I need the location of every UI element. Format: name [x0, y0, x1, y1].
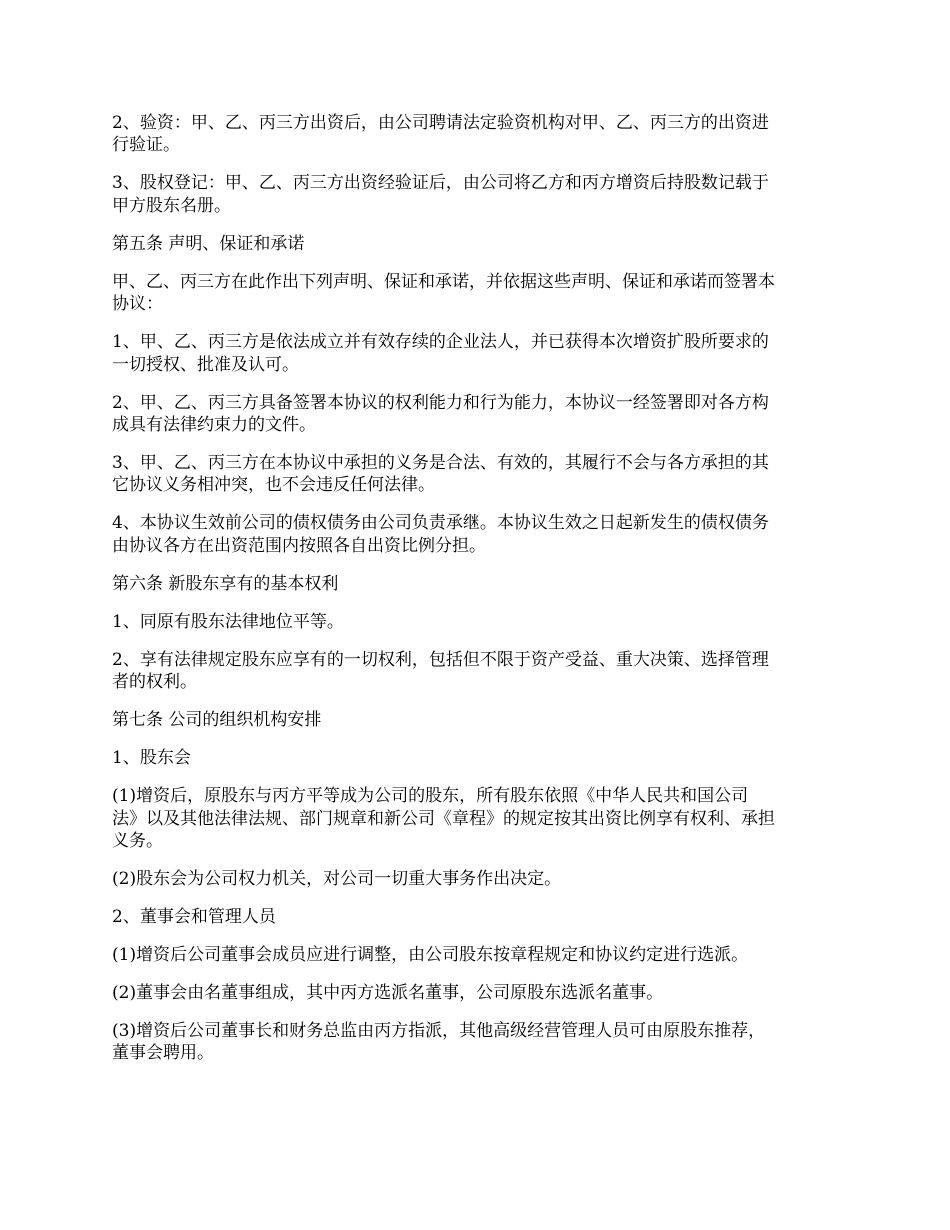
- article-7-heading: 第七条 公司的组织机构安排: [112, 710, 322, 731]
- article-6-heading: 第六条 新股东享有的基本权利: [112, 573, 339, 594]
- paragraph-board-3: (3)增资后公司董事长和财务总监由丙方指派，其他高级经营管理人员可由原股东推荐， 董事会聘用。: [112, 1021, 766, 1064]
- paragraph-representation-1: 1、甲、乙、丙三方是依法成立并有效存续的企业法人，并已获得本次增资扩股所要求的 一切授权、批准及认可。: [112, 332, 769, 375]
- section-shareholders-meeting: 1、股东会: [112, 748, 191, 769]
- paragraph-board-2: (2)董事会由名董事组成，其中丙方选派名董事，公司原股东选派名董事。: [112, 983, 664, 1004]
- paragraph-equity-registration: 3、股权登记：甲、乙、丙三方出资经验证后，由公司将乙方和丙方增资后持股数记载于 甲方股东名册。: [112, 173, 769, 216]
- paragraph-rights-2: 2、享有法律规定股东应享有的一切权利，包括但不限于资产受益、重大决策、选择管理 者的权利。: [112, 649, 769, 693]
- paragraph-shareholders-2: (2)股东会为公司权力机关，对公司一切重大事务作出决定。: [112, 869, 562, 890]
- article-5-heading: 第五条 声明、保证和承诺: [112, 233, 305, 254]
- paragraph-representation-3: 3、甲、乙、丙三方在本协议中承担的义务是合法、有效的，其履行不会与各方承担的其 它协议义务相冲突，也不会违反任何法律。: [112, 453, 769, 496]
- document-page: [112, 112, 840, 1080]
- paragraph-representations-intro: 甲、乙、丙三方在此作出下列声明、保证和承诺，并依据这些声明、保证和承诺而签署本 协议：: [112, 271, 775, 315]
- section-board-and-management: 2、董事会和管理人员: [112, 907, 276, 928]
- paragraph-capital-verification: 2、验资：甲、乙、丙三方出资后，由公司聘请法定验资机构对甲、乙、丙三方的出资进 行验证。: [112, 113, 769, 156]
- paragraph-shareholders-1: (1)增资后，原股东与丙方平等成为公司的股东，所有股东依照《中华人民共和国公司 法》以及其他法律法规、部门规章和新公司《章程》的规定按其出资比例享有权利、承担 义务。: [112, 786, 775, 852]
- paragraph-representation-2: 2、甲、乙、丙三方具备签署本协议的权利能力和行为能力，本协议一经签署即对各方构 成具有法律约束力的文件。: [112, 392, 769, 436]
- paragraph-board-1: (1)增资后公司董事会成员应进行调整，由公司股东按章程规定和协议约定进行选派。: [112, 945, 749, 966]
- paragraph-rights-1: 1、同原有股东法律地位平等。: [112, 611, 344, 632]
- paragraph-representation-4: 4、本协议生效前公司的债权债务由公司负责承继。本协议生效之日起新发生的债权债务 由协议各方在出资范围内按照各自出资比例分担。: [112, 513, 769, 556]
